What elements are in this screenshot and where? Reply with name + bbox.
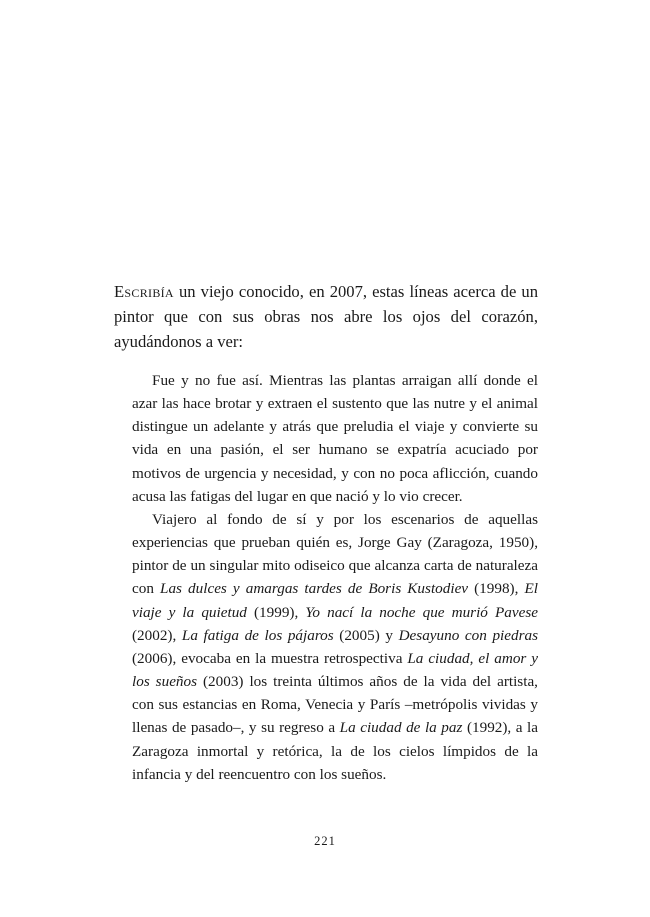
quote-text: (2002), <box>132 626 182 644</box>
quote-text: (2006), evocaba en la muestra retrospectiva <box>132 649 408 667</box>
quote-text: (2005) y <box>333 626 399 644</box>
exhibition-title: La ciudad, el amor y los sueños <box>132 649 538 691</box>
quote-paragraph-1: Fue y no fue así. Mientras las plantas arraigan allí donde el azar las hace brotar y extraen el sustento que las nutre y el animal distingue un adelante y atrás que preludia el viaje y convierte su vida en una pasión, el ser humano se expatría acuciado por motivos de urgencia y necesidad, y con no poca aflicción, cuando acusa las fatigas del lugar en que nació y lo vio crecer. <box>132 372 538 505</box>
page-number: 221 <box>314 834 336 848</box>
artwork-title: Desayuno con piedras <box>398 626 539 644</box>
quote-text: (1999), <box>246 603 306 621</box>
artwork-title: La fatiga de los pájaros <box>181 626 334 644</box>
intro-text: un viejo conocido, en 2007, estas líneas acerca de un pintor que con sus obras nos abre los ojos del corazón, ayudándonos a ver: <box>114 282 538 351</box>
artwork-title: El viaje y la quietud <box>132 580 538 621</box>
quote-text: (1992), a la Zaragoza inmortal y retórica, la de los cielos límpidos de la infancia y del reencuentro con los sueños. <box>132 719 539 783</box>
quote-paragraph-2 <box>132 508 538 786</box>
artwork-title: Yo nací la noche que murió Pavese <box>305 603 538 621</box>
intro-paragraph <box>114 280 538 354</box>
artwork-title: La ciudad de la paz <box>339 719 463 737</box>
quote-text: Viajero al fondo de sí y por los escenarios de aquellas experiencias que prueban quién es, Jorge Gay (Zaragoza, 1950), pintor de un singular mito odiseico que alcanza carta de naturaleza con <box>132 510 538 598</box>
artwork-title: Las dulces y amargas tardes de Boris Kustodiev <box>160 580 469 598</box>
quote-text: (2003) los treinta últimos años de la vida del artista, con sus estancias en Roma, Venecia y París –metrópolis vividas y llenas de pasado–, y su regreso a <box>132 673 538 737</box>
quote-text: (1998), <box>468 580 525 598</box>
small-caps-lead: Escribía <box>114 282 174 301</box>
block-quote <box>132 369 538 786</box>
